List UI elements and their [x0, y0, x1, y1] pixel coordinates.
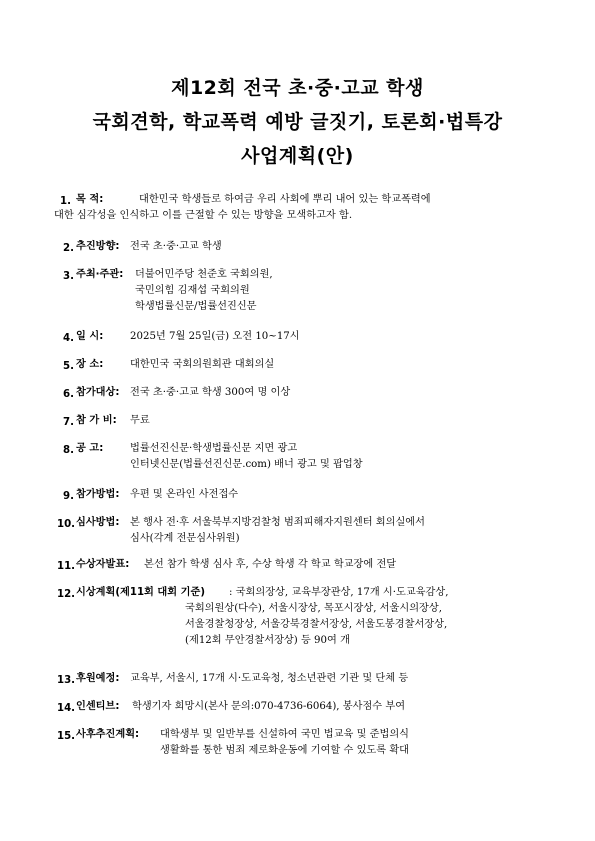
item-number: 2.: [63, 243, 74, 254]
item-number: 6.: [63, 389, 74, 400]
item-label-method: 참가방법:: [76, 489, 120, 500]
item-number: 1.: [60, 196, 71, 207]
item-text: 국회의원상(다수), 서울시장상, 목포시장상, 서울시의장상,: [185, 603, 442, 614]
item-text: 서울경찰청장상, 서울강북경찰서장상, 서울도봉경찰서장상,: [185, 619, 448, 630]
item-label-venue: 장 소:: [76, 359, 104, 370]
item-text: 더불어민주당 천준호 국회의원,: [135, 269, 273, 280]
item-text: 교육부, 서울시, 17개 시·도교육청, 청소년관련 기관 및 단체 등: [130, 673, 409, 684]
item-number: 14.: [57, 703, 76, 714]
item-number: 3.: [63, 271, 74, 282]
item-text: (제12회 무안경찰서장상) 등 90여 개: [185, 635, 350, 646]
item-number: 10.: [57, 519, 76, 530]
item-text: 학생기자 희망시(본사 문의:070-4736-6064), 봉사점수 부여: [132, 701, 406, 712]
item-label-purpose: 목 적:: [76, 194, 104, 205]
item-label-awards: 시상계획(제11회 대회 기준): [76, 587, 205, 598]
item-text: 전국 초·중·고교 학생 300여 명 이상: [130, 387, 291, 398]
item-number: 11.: [57, 561, 76, 572]
item-number: 7.: [63, 417, 74, 428]
item-text: 법률선진신문·학생법률신문 지면 광고: [130, 443, 298, 454]
item-number: 12.: [57, 589, 76, 600]
item-text: 대한민국 국회의원회관 대회의실: [130, 359, 275, 370]
item-text: 인터넷신문(법률선진신문.com) 배너 광고 및 팝업창: [130, 459, 363, 470]
item-label-followup: 사후추진계획:: [76, 729, 140, 740]
item-number: 9.: [63, 491, 74, 502]
item-label-incentive: 인센티브:: [76, 701, 120, 712]
item-number: 8.: [63, 445, 74, 456]
item-label-announcement: 공 고:: [76, 443, 104, 454]
item-text: 무료: [130, 415, 150, 426]
item-number: 5.: [63, 361, 74, 372]
title-line-1: 제12회 전국 초·중·고교 학생: [171, 77, 424, 99]
item-number: 13.: [57, 675, 76, 686]
item-text: 전국 초·중·고교 학생: [130, 241, 222, 252]
item-label-winners: 수상자발표:: [76, 559, 130, 570]
item-label-fee: 참 가 비:: [76, 415, 117, 426]
item-text: 심사(각계 전문심사위원): [130, 533, 240, 544]
item-number: 4.: [63, 333, 74, 344]
item-text: 대한민국 학생들로 하여금 우리 사회에 뿌리 내어 있는 학교폭력에: [139, 194, 431, 205]
item-text: 2025년 7월 25일(금) 오전 10~17시: [130, 331, 300, 342]
item-text: 대학생부 및 일반부를 신설하여 국민 법교육 및 준법의식: [160, 729, 410, 740]
item-label-date: 일 시:: [76, 331, 104, 342]
item-text: 대한 심각성을 인식하고 이를 근절할 수 있는 방향을 모색하고자 함.: [54, 210, 353, 221]
item-label-host: 주최·주관:: [76, 269, 124, 280]
item-text: 우편 및 온라인 사전접수: [130, 489, 239, 500]
title-line-2: 국회견학, 학교폭력 예방 글짓기, 토론회·법특강: [92, 111, 503, 133]
item-text: 본 행사 전·후 서울북부지방검찰청 범죄피해자지원센터 회의실에서: [130, 517, 425, 528]
item-text: 국민의힘 김재섭 국회의원: [135, 285, 250, 296]
item-label-review: 심사방법:: [76, 517, 120, 528]
item-text: : 국회의장상, 교육부장관상, 17개 시·도교육감상,: [229, 587, 449, 598]
item-label-sponsors: 후원예정:: [76, 673, 120, 684]
item-label-participants: 참가대상:: [76, 387, 120, 398]
item-text: 본선 참가 학생 심사 후, 수상 학생 각 학교 학교장에 전달: [144, 559, 397, 570]
item-text: 학생법률신문/법률선진신문: [135, 301, 257, 312]
item-label-direction: 추진방향:: [76, 241, 120, 252]
item-number: 15.: [57, 731, 76, 742]
item-text: 생활화를 통한 범죄 제로화운동에 기여할 수 있도록 확대: [160, 745, 410, 756]
title-line-3: 사업계획(안): [241, 145, 354, 167]
